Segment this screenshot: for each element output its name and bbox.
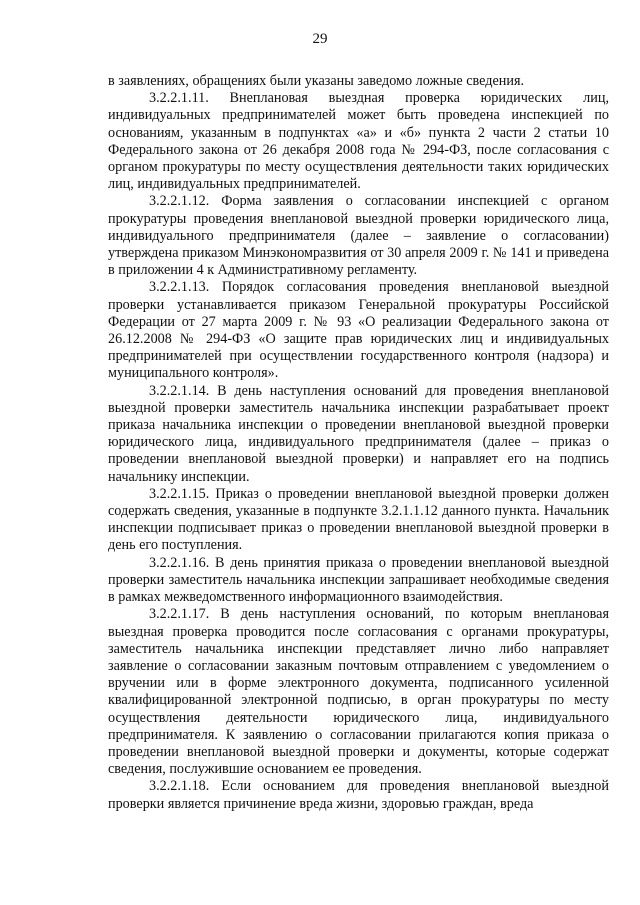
paragraph-3-2-2-1-13: 3.2.2.1.13. Порядок согласования проведения внеплановой выездной проверки устанавливается приказом Генеральной прокуратуры Российской Федерации от 27 марта 2009 г. № 93 «О реализации Федерального закона от 26.12.2008 № 294-ФЗ «О защите прав юридических лиц и индивидуальных предпринимателей при осуществлении государственного контроля (надзора) и муниципального контроля». <box>108 279 609 382</box>
paragraph-3-2-2-1-12: 3.2.2.1.12. Форма заявления о согласовании инспекцией с органом прокуратуры проведения внеплановой выездной проверки юридического лица, индивидуального предпринимателя (далее – заявление о согласовании) утверждена приказом Минэкономразвития от 30 апреля 2009 г. № 141 и приведена в приложении 4 к Административному регламенту. <box>108 193 609 279</box>
paragraph-continuation: в заявлениях, обращениях были указаны заведомо ложные сведения. <box>108 73 525 89</box>
paragraph-3-2-2-1-17: 3.2.2.1.17. В день наступления оснований, по которым внеплановая выездная проверка проводится после согласования с органами прокуратуры, заместитель начальника инспекции представляет лично либо направляет заявление о согласовании заказным почтовым отправлением с уведомлением о вручении или в форме электронного документа, подписанного усиленной квалифицированной электронной подписью, в орган прокуратуры по месту осуществления деятельности юридического лица, индивидуального предпринимателя. К заявлению о согласовании прилагаются копия приказа о проведении внеплановой выездной проверки и документы, которые содержат сведения, послужившие основанием ее проведения. <box>108 606 609 778</box>
paragraph-3-2-2-1-18: 3.2.2.1.18. Если основанием для проведения внеплановой выездной проверки является причинение вреда жизни, здоровью граждан, вреда <box>108 778 609 812</box>
paragraph-3-2-2-1-16: 3.2.2.1.16. В день принятия приказа о проведении внеплановой выездной проверки заместитель начальника инспекции запрашивает необходимые сведения в рамках межведомственного информационного взаимодействия. <box>108 554 609 606</box>
paragraph-3-2-2-1-14: 3.2.2.1.14. В день наступления оснований для проведения внеплановой выездной проверки заместитель начальника инспекции разрабатывает проект приказа начальника инспекции о проведении внеплановой выездной проверки юридического лица, индивидуального предпринимателя (далее – приказ о проведении внеплановой выездной проверки) и направляет его на подпись начальнику инспекции. <box>108 382 609 485</box>
paragraph-3-2-2-1-11: 3.2.2.1.11. Внеплановая выездная проверка юридических лиц, индивидуальных предпринимателей может быть проведена инспекцией по основаниям, указанным в подпунктах «а» и «б» пункта 2 части 2 статьи 10 Федерального закона от 26 декабря 2008 года № 294-ФЗ, после согласования с органом прокуратуры по месту осуществления деятельности таких юридических лиц, индивидуальных предпринимателей. <box>108 90 609 193</box>
document-body <box>108 73 609 813</box>
paragraph-3-2-2-1-15: 3.2.2.1.15. Приказ о проведении внеплановой выездной проверки должен содержать сведения, указанные в подпункте 3.2.1.1.12 данного пункта. Начальник инспекции подписывает приказ о проведении внеплановой выездной проверки в день его поступления. <box>108 485 609 554</box>
page-number: 29 <box>312 31 328 47</box>
